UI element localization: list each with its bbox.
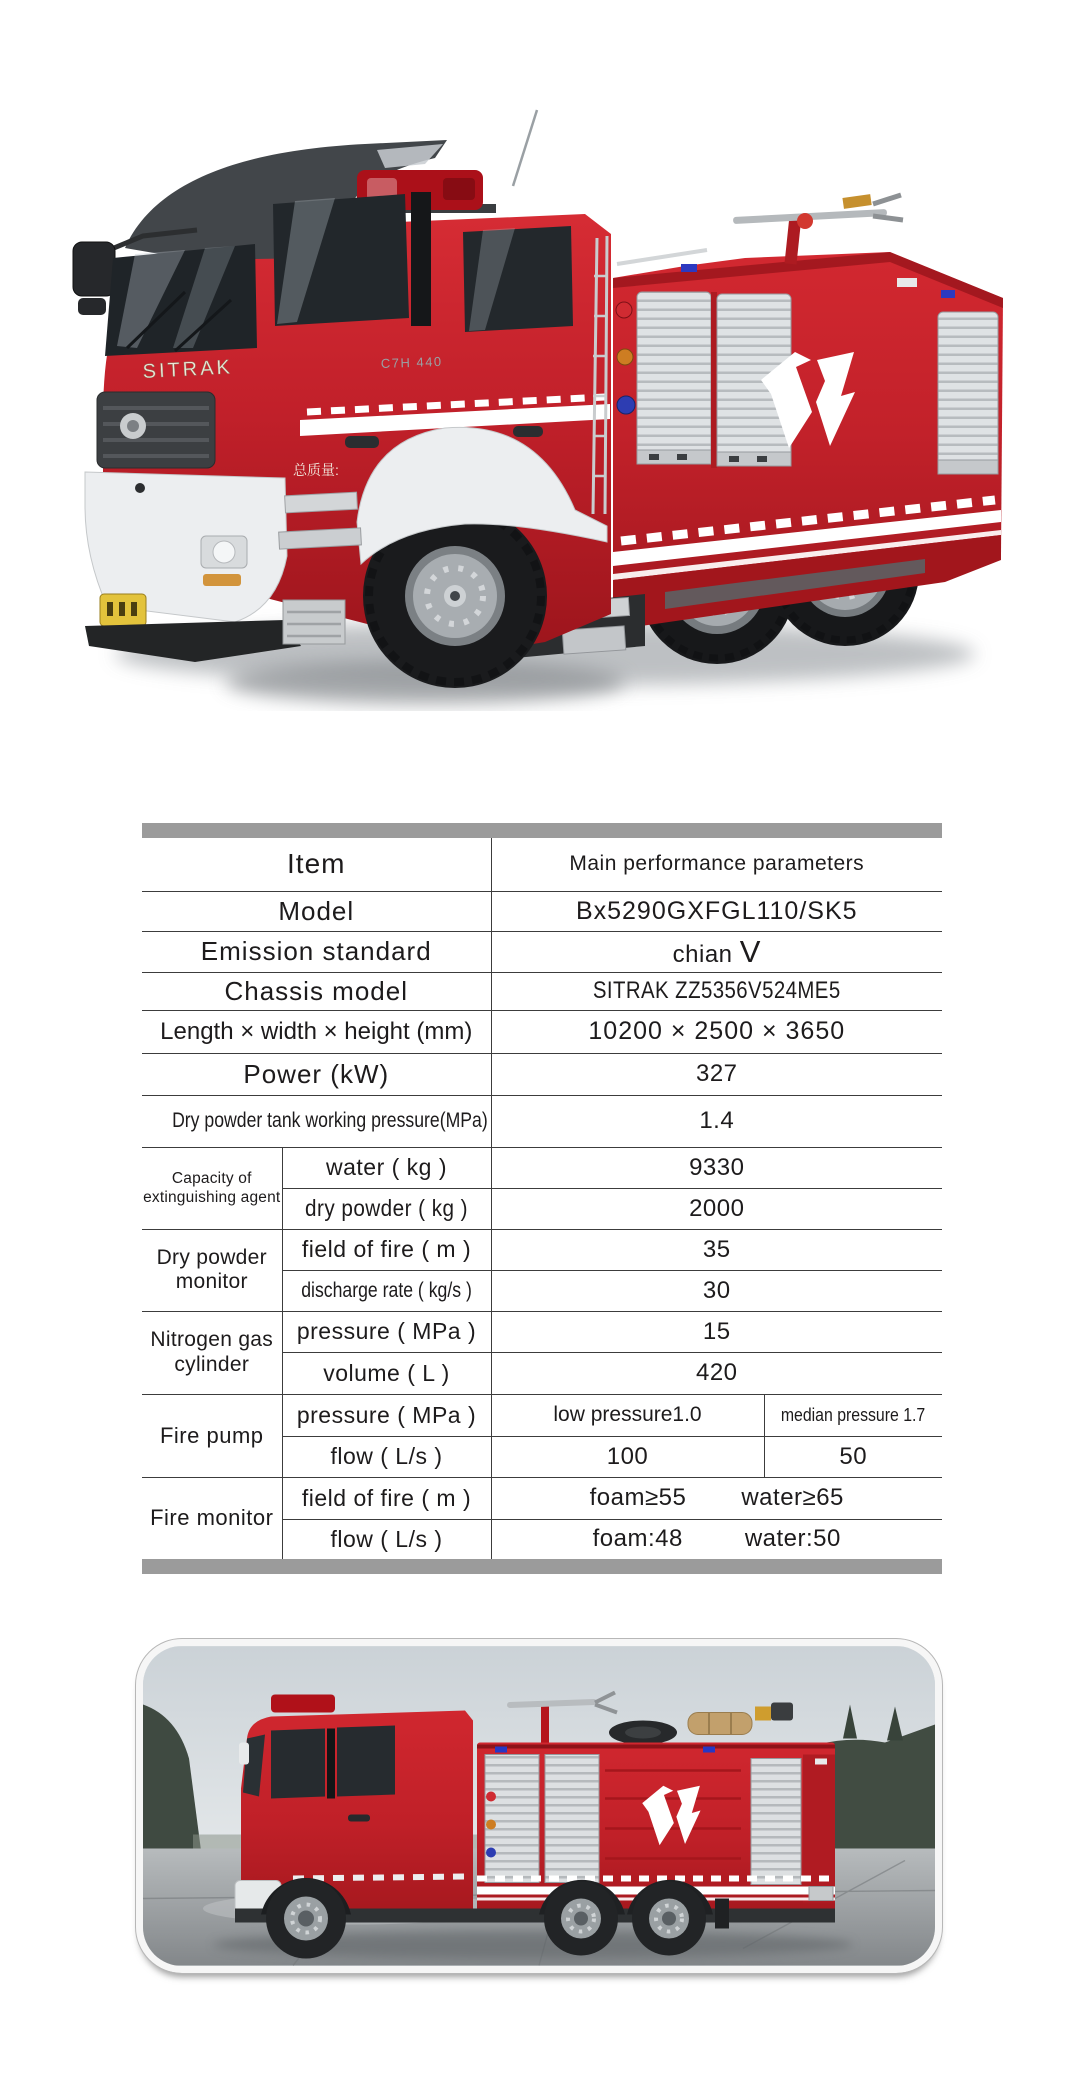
cab-model-badge: C7H 440 [380,353,443,371]
side-rear-wheel-2 [632,1882,706,1956]
pump-pressure-low: low pressure1.0 [491,1394,764,1436]
monitor-flow-water: water:50 [744,1525,841,1553]
row-powder-value: 2000 [491,1188,942,1229]
chassis-value-text: SITRAK ZZ5356V524ME5 [592,977,841,1004]
truck-photo-side [136,1639,942,1973]
cab-brand-text: SITRAK [142,356,234,383]
side-mirror [239,1743,249,1765]
gvw-label: 总质量: [293,462,339,478]
side-strobe-2 [703,1747,715,1753]
row-model-label: Model [142,891,491,931]
row-volume-value: 420 [491,1352,942,1394]
body-lamp-blue [617,396,635,414]
table-row [142,1477,942,1519]
monitor-flow-foam: foam:48 [592,1525,683,1553]
group-fire-monitor: Fire monitor [142,1477,282,1559]
row-monitor-flow-value [491,1519,942,1559]
row-volume-label: volume ( L ) [282,1352,491,1394]
monitor-range-water: water≥65 [741,1484,844,1511]
header-params: Main performance parameters [491,838,942,891]
row-powder-range-value: 35 [491,1229,942,1270]
pump-flow-median: 50 [764,1436,942,1477]
row-discharge-value: 30 [491,1270,942,1311]
table-row [142,1147,942,1188]
pump-unit [755,1707,771,1721]
powder-label-text: dry powder ( kg ) [305,1195,468,1221]
row-power-label: Power (kW) [142,1053,491,1095]
table-row [142,1053,942,1095]
row-monitor-range-value [491,1477,942,1519]
table-row [142,891,942,931]
row-tank-pressure-label [142,1095,491,1147]
side-crew-window [337,1726,395,1797]
row-monitor-range-label: field of fire ( m ) [282,1477,491,1519]
side-shutter-2 [545,1755,599,1883]
row-dimensions-value: 10200 × 2500 × 3650 [491,1010,942,1053]
tank-body [613,194,1003,630]
truck-photo-front-quarter [45,86,1015,714]
windshield [105,244,257,356]
table-row [142,972,942,1010]
monitor-range-foam: foam≥55 [589,1484,687,1511]
mud-flap [715,1899,729,1929]
row-pump-flow-label: flow ( L/s ) [282,1436,491,1477]
table-row [142,1311,942,1352]
side-door-window [271,1729,325,1799]
table-top-bar [142,823,942,838]
table-row [142,1229,942,1270]
group-fire-pump: Fire pump [142,1394,282,1477]
performance-table [142,838,942,1559]
discharge-label-text: discharge rate ( kg/s ) [301,1278,472,1302]
side-shutter-rear [751,1759,801,1885]
truck-front-illustration [45,86,1015,711]
b-pillar [411,192,431,326]
row-n2-pressure-label: pressure ( MPa ) [282,1311,491,1352]
group-capacity [142,1147,282,1229]
row-power-value: 327 [491,1053,942,1095]
row-tank-pressure-value: 1.4 [491,1095,942,1147]
hose-rolls [688,1713,752,1735]
row-powder-label [282,1188,491,1229]
side-shutter-1 [485,1755,539,1883]
row-monitor-flow-label: flow ( L/s ) [282,1519,491,1559]
row-discharge-label [282,1270,491,1311]
row-dimensions-label: Length × width × height (mm) [142,1010,491,1053]
side-strobe-1 [495,1747,507,1753]
door-handle [345,436,379,448]
group-powder-monitor [142,1229,282,1311]
body-lamp-red [616,302,632,318]
side-rear-wheel-1 [544,1882,618,1956]
table-row [142,1394,942,1436]
side-beacon [271,1695,335,1713]
roller-shutter-1 [637,292,711,464]
front-grille [97,392,215,468]
truck-side-illustration [143,1646,935,1966]
emission-grade: V [739,933,761,969]
group-nitrogen [142,1311,282,1394]
table-row [142,1095,942,1147]
emission-value-text: chian [672,940,733,968]
table-row [142,1010,942,1053]
header-item: Item [142,838,491,891]
side-front-wheel [266,1879,346,1959]
row-pump-pressure-label: pressure ( MPa ) [282,1394,491,1436]
row-water-value: 9330 [491,1147,942,1188]
marker-lamp [897,278,917,287]
group-nitrogen-line2: cylinder [174,1352,250,1376]
row-emission-value [491,931,942,972]
table-bottom-bar [142,1559,942,1574]
tank-pressure-label-text: Dry powder tank working pressure(MPa) [172,1109,488,1132]
antenna [513,110,537,186]
turn-lamp [203,574,241,586]
group-nitrogen-line1: Nitrogen gas [150,1328,274,1352]
row-chassis-value [491,972,942,1010]
pump-pressure-median-text: median pressure 1.7 [781,1404,926,1425]
row-model-value: Bx5290GXFGL110/SK5 [491,891,942,931]
side-cab [235,1695,473,1917]
table-row [142,838,942,891]
strobe-light-blue [681,264,697,272]
group-powder-monitor-line2: monitor [175,1270,248,1293]
row-powder-range-label: field of fire ( m ) [282,1229,491,1270]
table-row [142,931,942,972]
group-capacity-line1: Capacity of [171,1169,252,1187]
pump-pressure-median [764,1394,942,1436]
row-n2-pressure-value: 15 [491,1311,942,1352]
body-lamp-amber [617,349,633,365]
door-window [273,194,409,326]
row-water-label: water ( kg ) [282,1147,491,1188]
spec-table [142,823,942,1574]
roller-shutter-rear [938,312,998,474]
row-emission-label: Emission standard [142,931,491,972]
strobe-light-blue-rear [941,290,955,298]
group-capacity-line2: extinguishing agent [143,1189,281,1206]
pump-flow-low: 100 [491,1436,764,1477]
row-chassis-label: Chassis model [142,972,491,1010]
front-bumper [85,472,287,626]
group-powder-monitor-line1: Dry powder [156,1245,267,1269]
crew-window [463,226,573,332]
